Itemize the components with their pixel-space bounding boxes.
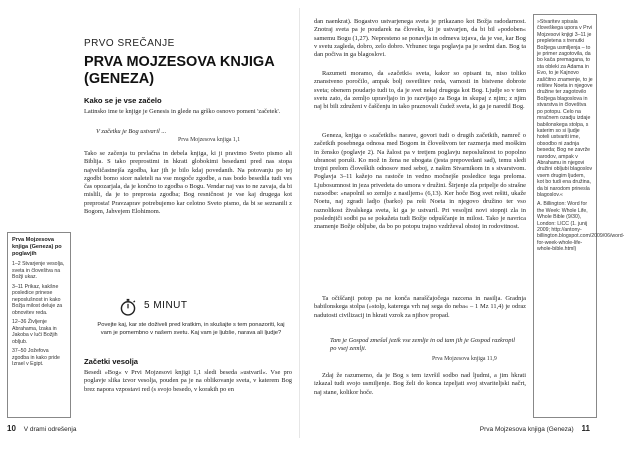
subhead-universe: Začetki vesolja	[84, 357, 139, 366]
right-footer	[480, 424, 590, 433]
stopwatch-icon	[119, 298, 137, 316]
overview-item: 1–2 Stvarjenje vesolja, sveta in človeštva na Božji ukaz.	[12, 261, 65, 280]
paragraph-genesis-relations: Geneza, knjiga o »začetkih« narave, govori tudi o drugih začetkih, namreč o začetkih posebnega odnosa med Bogom in človeštvom ter razmerja med moškim in žensko (poglavje 2). Na žalost pa v tretjem poglavju neposlušnost to popolno ubranost poruši. Ko mož in žena ne ubogata (jesta prepovedani sad), temu sledi trojni prelom človeških odnosov med seboj, z našim Stvarnikom in s stvarstvom. Poglavja 3–11 kažejo na rastoče in vedno močnejše posledice tega preloma. Ljubosumnost in jeza privedeta do umora v družini. Širjenje zla pripelje do strašne razsodbe: »napolnil so zemljo z nasiljem« (6,13). Ker hoče Bog svet rešiti, ukaže Noetu, naj zgradi ladjo (barko) pa reši Noeta in njegovo družino ter vso raznolikost živalskega sveta, ki ga je ustvaril. Pri vesoljni novi stopnji zla in poslednjiči sodbi pa se pokažeta tudi Božje odpuščanje in milost. Tako je navrica znamenje Božje obljube, da bo po potopu trajno vzdrževal obstoj in rodovitnost.	[314, 132, 526, 231]
intro-paragraph: Latinsko ime te knjige je Genesis in glede na grško osnovo pomeni 'začetek'.	[84, 108, 281, 115]
paragraph-judgement: Zdaj že razumemo, da je Bog s tem izvršil sodbo nad ljudmi, a jim hkrati izkazal tudi svojo usmiljenje. Bog želi do konca izpeljati svoj stvariteljski načrt, naj stane, kolikor hoče.	[314, 372, 526, 396]
babel-quote-reference: Prva Mojzesova knjiga 11,9	[432, 356, 497, 362]
paragraph-bible-story: Tako se začenja tu prvlačna in debela knjiga, ki ji pravimo Sveto pismo ali Biblija. S tako preprostimi in hkrati globokimi besedami pred nas stopa najveličastnejša zgodba, kar jih je bilo kdaj povedanih. Na potovanju po tej zgodbi bomo sicer naleteli na vse mogoče zgodbe, a nas bodo besedila tudi ves čas opozarjala, da je končno to zgodba o Bogu. Vendar naj vas to ne zavaja, da bi mislili, da je to preprosta zgodba; Bog resničnost je vse kaj drugega kot preprosta! Pravzaprav potrebujemo kar celotno Sveto pismo, da bi se seznanili z Bogom, Jahvejem Elohimom.	[84, 150, 292, 216]
overview-item: 12–36 Življenje Abrahama, Izaka in Jakoba v luči Božjih obljub.	[12, 319, 58, 345]
opening-quote-reference: Prva Mojzesova knjiga 1,1	[178, 137, 241, 143]
running-head: V drami odrešenja	[23, 426, 77, 433]
overview-item: 3–11 Prikaz, kakšne posledice prinese neposlušnost in kako Božja milost deluje za obnovitev reda.	[12, 283, 63, 316]
page-number: 10	[7, 424, 16, 433]
left-page	[0, 0, 300, 449]
paragraph-babel: Ta očiščanji potop pa ne konča naraščajočega razcena in nasilja. Gradnja babilonskega stolpa (»stolp, katerega vrh naj sega do neba« – 1 Mz 11,4) je odraz nadutosti civilizacij in hkrati vzrok za njihov propad.	[314, 295, 526, 319]
chapter-title: PRVA MOJZESOVA KNJIGA (GENEZA)	[84, 54, 275, 87]
five-minutes-prompt: Povejte kaj, kar ste doživeli pred kratkim, in skušajte s tem ponazoriti, kaj vam je pomembno v našem svetu. Kaj vam je ljubše, narava ali ljudje?	[97, 322, 285, 336]
five-minutes-heading: 5 MINUT	[144, 300, 188, 311]
quote-sidebar	[533, 14, 624, 418]
sidebar-citation: A. Billington: Word for the Week: Whole Life, Whole Bible (9/30), London: LICC (1. junij 2009; http://antony-billington.blogspot.com/2009/06/word-for-week-whole-life-whole-bible.html)	[537, 201, 624, 253]
babel-quote: Tam je Gospod zmešal jezik vse zemlje in od tam jih je Gospod razkropil po vsej zemlji.	[330, 337, 516, 352]
overview-item: 37–50 Jožefova zgodba in kako pride Izrael v Egipt.	[12, 348, 60, 367]
subhead-beginning: Kako se je vse začelo	[84, 96, 162, 105]
paragraph-creation: Besedi »Bog« v Prvi Mojzesovi knjigi 1,1 sledi beseda »ustvaril«. Vse pro poglavje slika izvor vesolja, pouden pa je na oblikovanje sveta, v katerem Bog brez napora vzpostavi red (s svojo besedo, v korakih po en	[84, 369, 292, 393]
chapter-overview-box	[7, 232, 71, 418]
section-label: PRVO SREČANJE	[84, 38, 175, 49]
paragraph-beginnings: Razumeti moramo, da »začetki« sveta, kakor so opisani tu, niso toliko znanstveno poročilo, ampak bolj osvetlitev reda, varnosti in bistvene dobrote sveta; obenem poudarjo tudi to, da je svet nekaj drugega kot Bog. Ljudje so v tem svetu zato, da zemljo upravljajo in jo razvijajo za Boga in skupaj z njim; z njim naj bi bili združeni v čaščenju in tako praznovali čudež sveta, ki ga je naredil Bog.	[314, 70, 526, 111]
left-footer	[7, 424, 76, 433]
paragraph-creation-continued: dan naenkrat). Bogastvo ustvarjenega sveta je prikazano kot Božja radodarnost. Znotraj sveta pa je poudarek na človeku, ki je ustvarjen, da bi bil »podoben« samemu Bogu (1,27). Nepresteno se ponavlja in odmeva izjava, da je vse, kar Bog v svetu zagleda, dobro, zelo dobro. Vrhunec tega poglavja pa je sedmi dan. Bog ta dan počiva in ga blagoslovi.	[314, 18, 526, 59]
sidebar-quote: »Stvaritev spisala človeškega upora v Prvi Mojzesovi knjigi 3–11 je prepletena s trenutki Božjega usmiljenja – to je primer zagotovila, da bo kača premagana, to sta obleki za Adama in Evo, to je Kajnovo zaščitno znamenje, to je rešitev Noeta in njegove družine ter zagotovilo Božjega blagoslova in stvarstva in človeštva po potopu. Celo na mračnem ozadju izdaje babilonskega stolpa, s katerim so si ljudje hoteli ustvariti ime, obsodbo ni zadnja beseda; Bog ne zavrže narodov, ampak v Abrahamu in njegovi družini obljubi blagoslov vsem drugim ljudem, kot bo tudi ena družina, da bi narodom prinesla blagoslov.«	[537, 19, 593, 198]
chapter-overview-title: Prva Mojzesova knjiga (Geneza) po poglavjih	[12, 237, 62, 257]
running-head: Prva Mojzesova knjiga (Geneza)	[479, 426, 574, 433]
opening-quote: V začetku je Bog ustvaril ...	[96, 128, 167, 135]
page-number: 11	[581, 424, 590, 433]
